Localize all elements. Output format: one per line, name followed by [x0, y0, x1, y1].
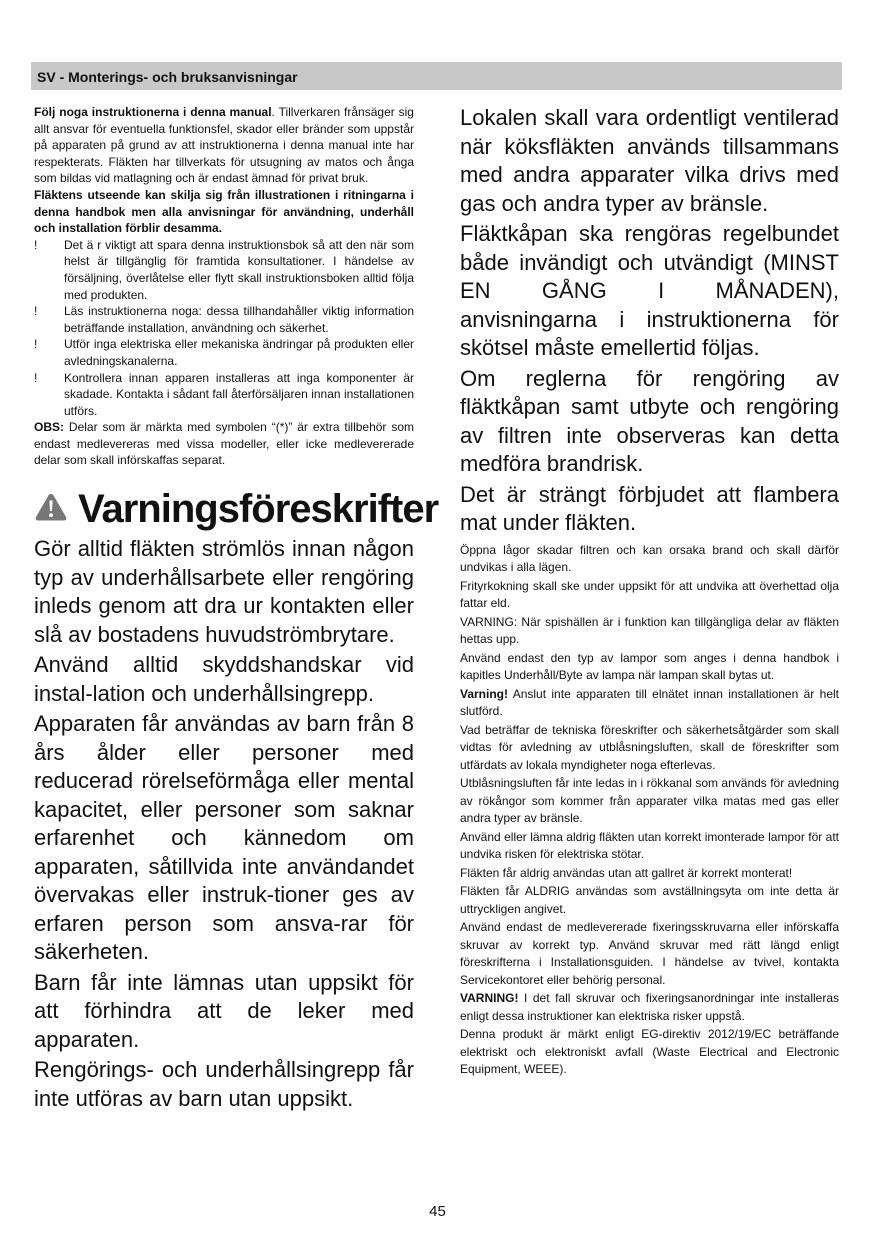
small-paragraph	[460, 775, 839, 828]
small-paragraph-text: Anslut inte apparaten till elnätet innan installationen är helt slutförd.	[460, 686, 839, 718]
note-text: Det ä r viktigt att spara denna instruktionsbok så att den när som helst är tillgänglig för framtida konsultationer. I händelse av försäljning, överlåtelse eller flytt skall instruktionsboken alltid följa med produkten.	[64, 237, 414, 302]
exclamation-icon: !	[34, 337, 38, 352]
small-paragraph-text: Utblåsningsluften får inte ledas in i rökkanal som används för avledning av rökångor som kommer från apparater vilka matas med gas eller andra typer av bränsle.	[460, 776, 839, 825]
small-paragraph	[460, 542, 839, 577]
small-paragraph-text: Öppna lågor skadar filtren och kan orsaka brand och skall därför undvikas i alla lägen.	[460, 542, 839, 574]
small-paragraph	[460, 829, 839, 864]
obs-paragraph	[34, 419, 414, 469]
small-paragraph	[460, 919, 839, 989]
page-number: 45	[429, 1203, 446, 1220]
small-paragraph-bold: VARNING!	[460, 991, 519, 1005]
note-text: Läs instruktionerna noga: dessa tillhandahåller viktig information beträffande installation, användning och säkerhet.	[64, 304, 414, 335]
note-item	[34, 336, 414, 369]
small-paragraph-text: Frityrkokning skall ske under uppsikt för att undvika att överhettad olja fattar eld.	[460, 578, 839, 610]
left-column	[34, 104, 439, 1113]
warning-paragraph: Rengörings- och underhållsingrepp får inte utföras av barn utan uppsikt.	[34, 1057, 414, 1111]
exclamation-icon: !	[34, 237, 38, 252]
warning-paragraph: Barn får inte lämnas utan uppsikt för att förhindra att de leker med apparaten.	[34, 969, 414, 1052]
small-paragraph	[460, 614, 839, 649]
small-paragraph-text: Fläkten får aldrig användas utan att gallret är korrekt monterat!	[460, 865, 793, 880]
warning-heading	[34, 485, 439, 533]
note-item	[34, 303, 414, 336]
large-paragraph: Fläktkåpan ska rengöras regelbundet både invändigt och utvändigt (MINST EN GÅNG I MÅNADEN), anvisningarna i instruktionerna för skötsel måste emellertid följas.	[460, 221, 839, 360]
obs-text: Delar som är märkta med symbolen “(*)” är extra tillbehör som endast medlevereras med vissa modeller, eller icke medlevererade delar som skall införskaffas separat.	[34, 420, 414, 468]
note-text: Kontrollera innan apparen installeras att inga komponenter är skadade. Kontakta i sådant fall återförsäljaren innan installationen utförs.	[64, 370, 414, 418]
small-paragraph	[460, 990, 839, 1025]
intro-bold: Följ noga instruktionerna i denna manual	[34, 105, 272, 119]
small-paragraph	[460, 578, 839, 613]
warning-title: Varningsföreskrifter	[78, 487, 439, 532]
small-paragraph-text: VARNING: När spishällen är i funktion kan tillgängliga delar av fläkten hettas upp.	[460, 614, 839, 646]
warning-paragraph: Apparaten får användas av barn från 8 års ålder eller personer med reducerad rörelseförmåga eller mental kapacitet, eller personer som saknar erfarenhet och kännedom om apparaten, såtillvida inte användandet övervakas eller instruk-tioner ges av erfaren person som ansva-rar för säkerheten.	[34, 711, 414, 965]
small-paragraph-text: Använd endast den typ av lampor som anges i denna handbok i kapitles Underhåll/Byte av lampa när lampan skall bytas ut.	[460, 650, 839, 682]
small-paragraph-text: I det fall skruvar och fixeringsanordningar inte installeras enligt dessa instruktioner kan elektriska risker uppstå.	[460, 991, 839, 1023]
large-paragraph: Det är strängt förbjudet att flambera mat under fläkten.	[460, 481, 839, 535]
appearance-note	[34, 187, 414, 237]
section-header-title: SV - Monterings- och bruksanvisningar	[37, 69, 298, 85]
small-paragraph	[460, 1026, 839, 1079]
small-paragraph-bold: Varning!	[460, 686, 509, 701]
exclamation-icon: !	[34, 304, 38, 319]
appearance-note-text: Fläktens utseende kan skilja sig från illustrationen i ritningarna i denna handbok men alla anvisningar för användning, underhåll och installation förblir desamma.	[34, 187, 414, 236]
exclamation-icon: !	[34, 370, 38, 385]
small-paragraph	[460, 722, 839, 775]
intro-block	[34, 104, 414, 469]
small-paragraph-text: Denna produkt är märkt enligt EG-direktiv 2012/19/EC beträffande elektriskt och elektroniskt avfall (Waste Electrical and Electronic Equipment, WEEE).	[460, 1027, 839, 1076]
obs-label: OBS:	[34, 420, 64, 435]
note-item	[34, 237, 414, 303]
small-paragraph-text: Vad beträffar de tekniska föreskrifter och säkerhetsåtgärder som skall vidtas för avledning av utblåsningsluften, skall de föreskrifter som utfärdats av lokala myndigheter noga efterlevas.	[460, 722, 839, 772]
small-paragraphs	[460, 542, 839, 1079]
warning-paragraph: Gör alltid fläkten strömlös innan någon typ av underhållsarbete eller rengöring inleds genom att dra ur kontakten eller slå av bostadens huvudströmbrytare.	[34, 536, 414, 647]
large-paragraph: Om reglerna för rengöring av fläktkåpan samt utbyte och rengöring av filtren inte observeras kan detta medföra brandrisk.	[460, 365, 839, 476]
small-paragraph-text: Fläkten får ALDRIG användas som avställningsyta om inte detta är uttryckligen angivet.	[460, 884, 839, 916]
right-column	[460, 104, 839, 1080]
large-paragraph: Lokalen skall vara ordentligt ventilerad när köksfläkten används tillsammans med andra apparater vilka drivs med gas och andra typer av bränsle.	[460, 105, 839, 216]
small-paragraph	[460, 650, 839, 685]
intro-rest: . Tillverkaren frånsäger sig allt ansvar för eventuella funktionsfel, skador eller bränder som uppstår på apparaten på grund av att instruktionerna i denna manual inte har respekterats. Fläkten har tillverkats för utsugning av matos och ånga som bildas vid matlagning och är endast ämnad för privat bruk.	[34, 105, 414, 186]
note-text: Utför inga elektriska eller mekaniska ändringar på produkten eller avledningskanalerna.	[64, 337, 414, 368]
small-paragraph	[460, 686, 839, 721]
small-paragraph	[460, 865, 839, 883]
small-paragraph	[460, 883, 839, 918]
section-header	[31, 62, 842, 90]
note-item	[34, 370, 414, 420]
small-paragraph-text: Använd endast de medlevererade fixeringsskruvarna eller införskaffa skruvar av korrekt typ. Använd skruvar med rätt längd enligt föreskrifterna i Installationsguiden. I händelse av tvivel, kontakta Servicekontoret eller behörig personal.	[460, 920, 839, 987]
warning-paragraph: Använd alltid skyddshandskar vid instal-lation och underhållsingrepp.	[34, 652, 414, 706]
small-paragraph-text: Använd eller lämna aldrig fläkten utan korrekt imonterade lampor för att undvika risken för elektriska stötar.	[460, 829, 839, 861]
intro-paragraph	[34, 104, 414, 187]
warning-triangle-icon	[34, 492, 68, 527]
